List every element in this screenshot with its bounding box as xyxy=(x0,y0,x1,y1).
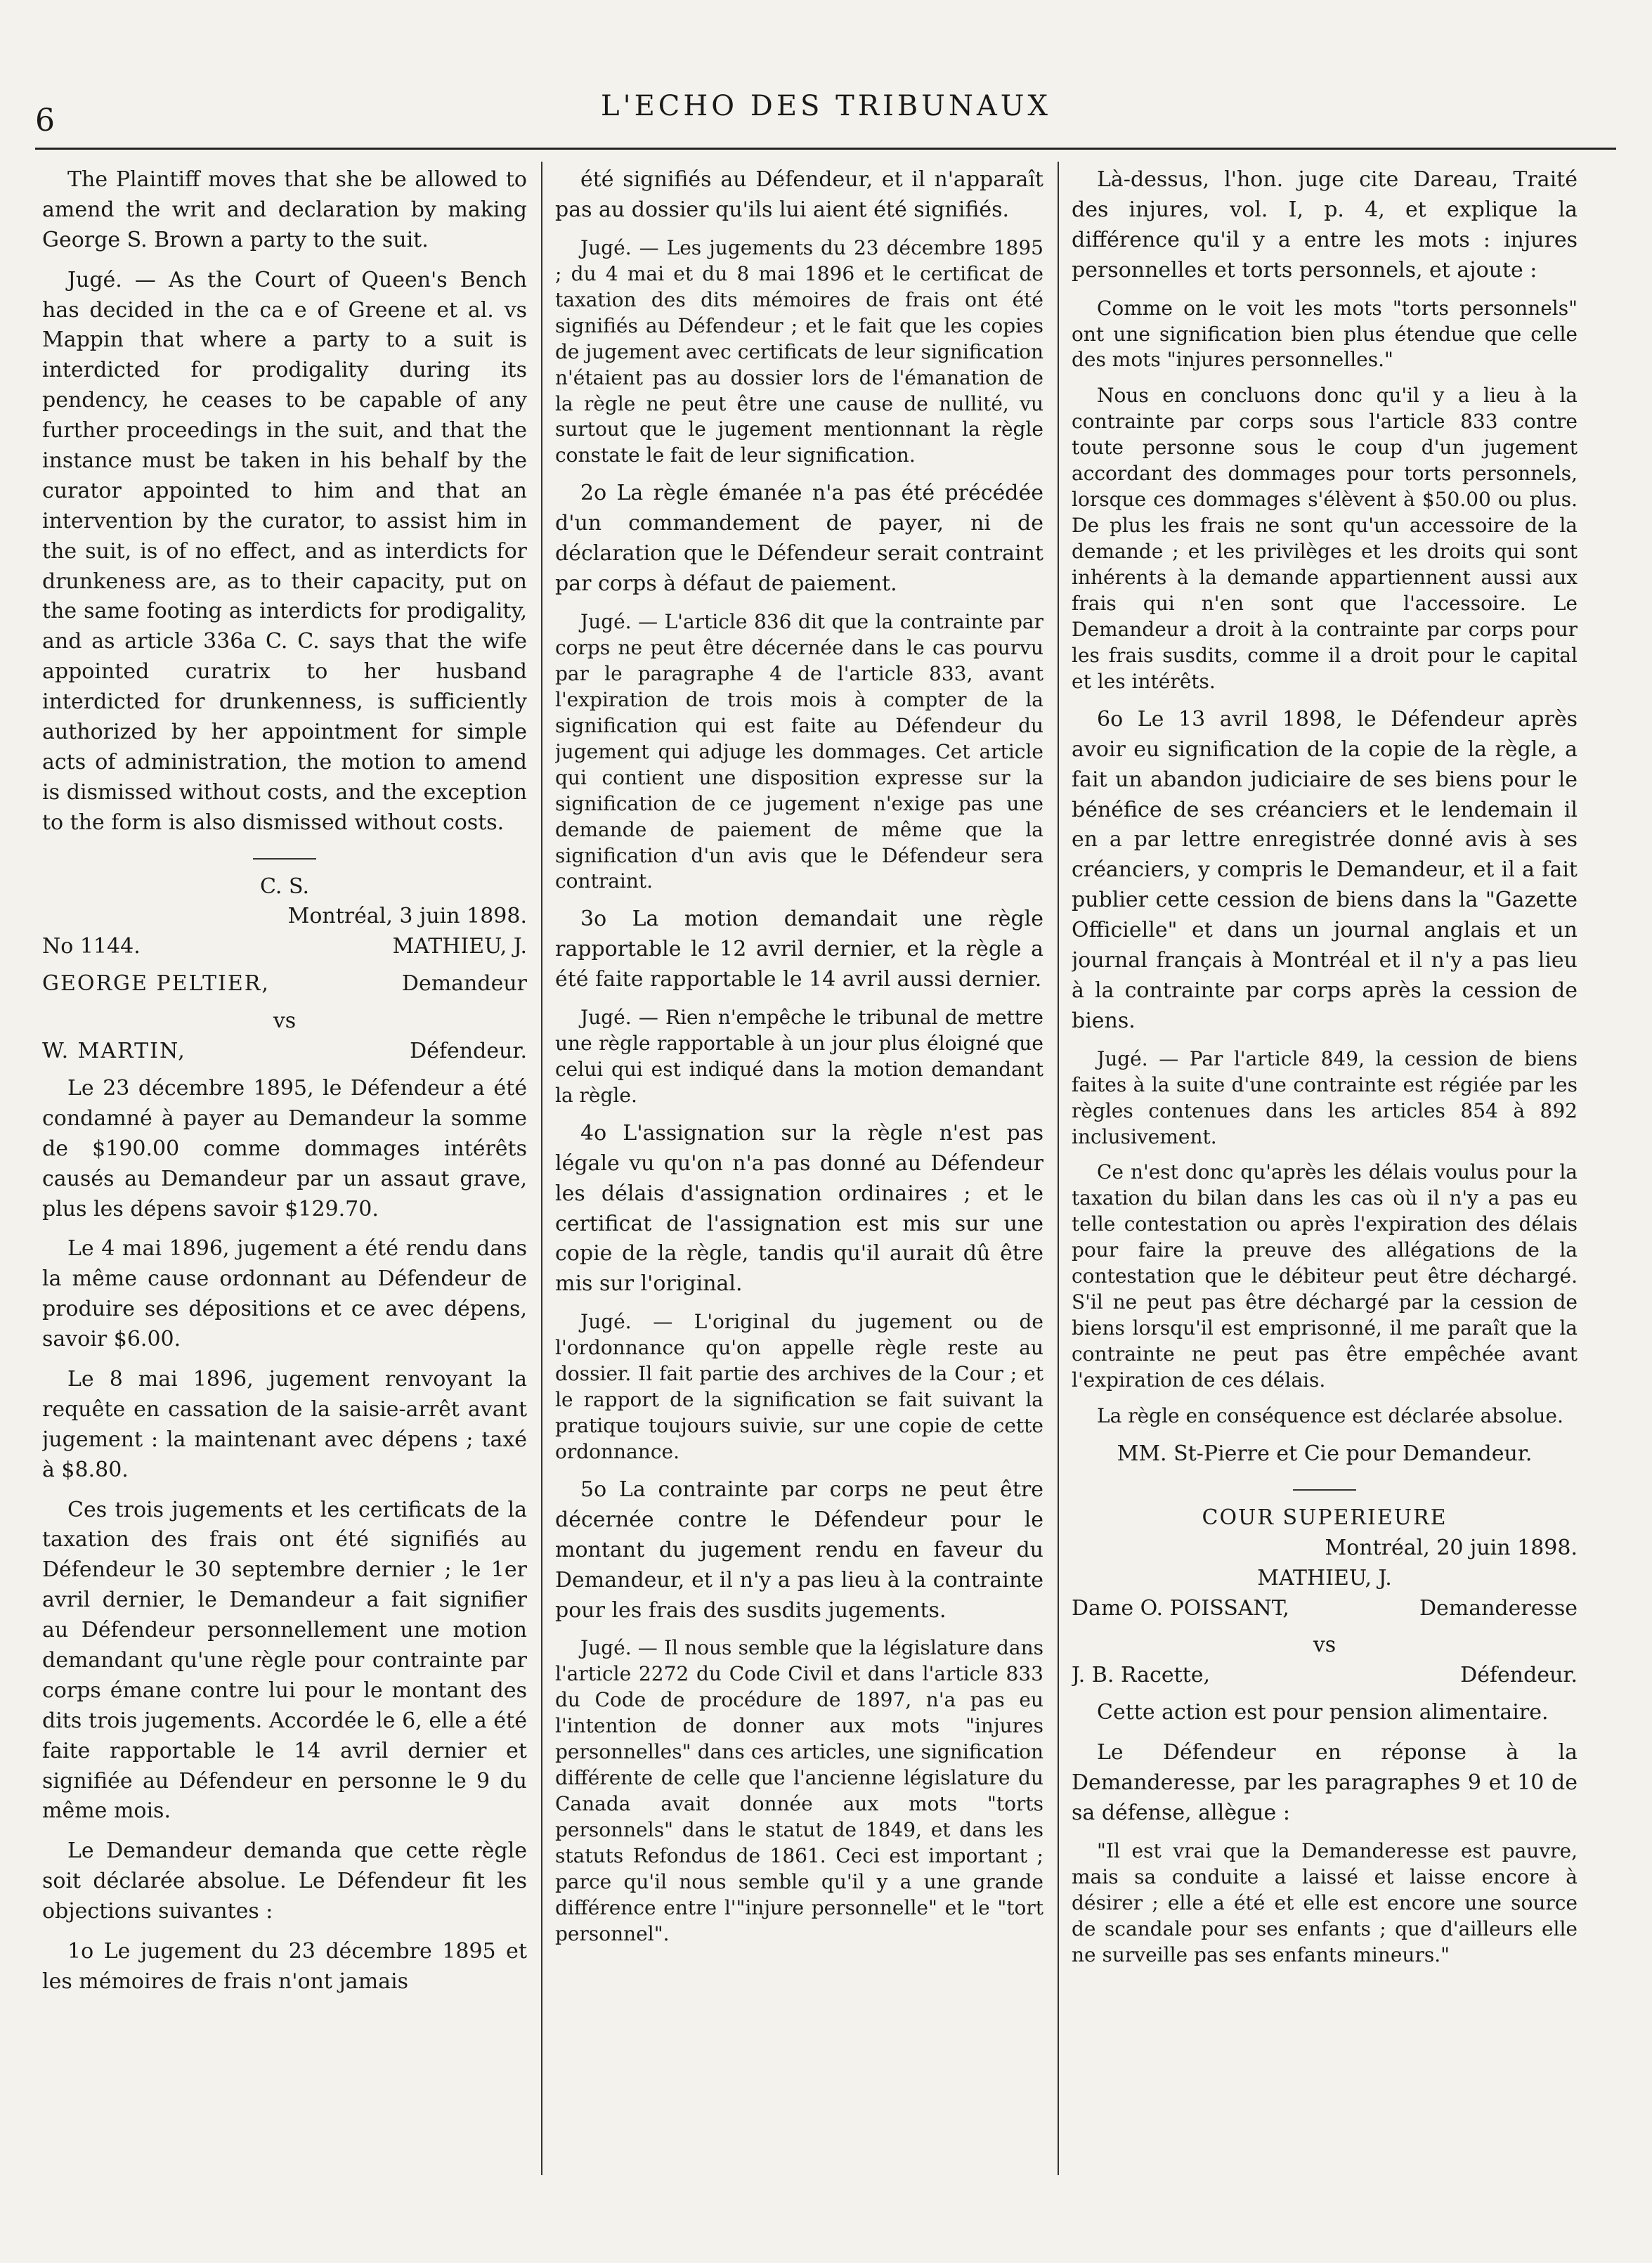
paragraph: Le Défendeur en réponse à la Demanderesse, par les paragraphes 9 et 10 de sa défense, allègue : xyxy=(1072,1740,1578,1825)
paragraph: 6o Le 13 avril 1898, le Défendeur après avoir eu signification de la copie de la règle, a fait un abandon judiciaire de ses biens pour le bénéfice de ses créanciers et le lendemain il en a par lettre enregistrée donné avis à ses créanciers, y compris le Demandeur, et il a fait publier cette cession de biens dans la "Gazette Officielle" et dans un journal anglais et un journal français à Montréal et il n'y a pas lieu à la contrainte par corps après la cession de biens. xyxy=(1072,706,1578,1033)
paragraph: Le 8 mai 1896, jugement renvoyant la requête en cassation de la saisie-arrêt avant jugement : la maintenant avec dépens ; taxé à $8.80. xyxy=(42,1366,527,1482)
paragraph: 5o La contrainte par corps ne peut être décernée contre le Défendeur pour le montant du jugement rendu en faveur du Demandeur, et il n'y a pas lieu à la contrainte pour les frais des susdits jugements. xyxy=(555,1477,1043,1623)
paragraph: Ces trois jugements et les certificats de la taxation des frais ont été signifiés au Défendeur le 30 septembre dernier ; le 1er avril dernier, le Demandeur a fait signifier au Défendeur personnellement une motion demandant qu'une règle pour contrainte par corps émane contre lui pour le montant des dits trois jugements. Accordée le 6, elle a été faite rapportable le 14 avril dernier et signifiée au Défendeur en personne le 9 du même mois. xyxy=(42,1497,527,1824)
party-role: Demanderesse xyxy=(1419,1595,1578,1621)
party-role: Défendeur. xyxy=(1460,1663,1578,1688)
paragraph: 3o La motion demandait une règle rapportable le 12 avril dernier, et la règle a été faite rapportable le 14 avril aussi dernier. xyxy=(555,907,1043,992)
paragraph: Jugé. — As the Court of Queen's Bench has decided in the ca e of Greene et al. vs Mappin that where a party to a suit is interdicted for prodigality during its pendency, he ceases to be capable of any further proceedings in the suit, and that the instance must be taken in his behalf by the curator appointed to him and that an intervention by the curator, to assist him in the suit, is of no effect, and as interdicts for drunkeness are, as to their capacity, put on the same footing as interdicts for prodigality, and as article 336a C. C. says that the wife appointed curatrix to her husband interdicted for drunkenness, is sufficiently authorized by her appointment for simple acts of administration, the motion to amend is dismissed without costs, and the exception to the form is also dismissed without costs. xyxy=(42,267,527,835)
paragraph: Nous en concluons donc qu'il y a lieu à la contrainte par corps sous l'article 833 contre toute personne sous le coup d'un jugement accordant des dommages pour torts personnels, lorsque ces dommages s'élèvent à $50.00 ou plus. De plus les frais ne sont qu'un accessoire de la demande ; et les privilèges et les droits qui sont inhérents à la demande appartiennent aussi aux frais qui n'en sont que l'accessoire. Le Demandeur a droit à la contrainte par corps pour les frais susdits, comme il a droit pour le capital et les intérêts. xyxy=(1072,384,1578,693)
column-3 xyxy=(1072,165,1578,2256)
paragraph: 4o L'assignation sur la règle n'est pas légale vu qu'on n'a pas donné au Défendeur les délais d'assignation ordinaires ; et le certificat de l'assignation est mis sur une copie de la règle, tandis qu'il aurait dû être mis sur l'original. xyxy=(555,1120,1043,1297)
place-date: Montréal, 20 juin 1898. xyxy=(1325,1535,1578,1560)
paragraph: Le 23 décembre 1895, le Défendeur a été condamné à payer au Demandeur la somme de $190.00 comme dommages intérêts causés au Demandeur par un assaut grave, plus les dépens savoir $129.70. xyxy=(42,1075,527,1221)
paragraph: Jugé. — L'original du jugement ou de l'ordonnance qu'on appelle règle reste au dossier. Il fait partie des archives de la Cour ; et le rapport de la signification se fait suivant la pratique toujours suivie, sur une copie de cette ordonnance. xyxy=(555,1310,1043,1463)
paragraph: Comme on le voit les mots "torts personnels" ont une signification bien plus étendue que celle des mots "injures personnelles." xyxy=(1072,296,1578,372)
paragraph: Cette action est pour pension alimentaire. xyxy=(1097,1700,1549,1725)
paragraph: Jugé. — Les jugements du 23 décembre 1895 ; du 4 mai et du 8 mai 1896 et le certificat de taxation des dits mémoires de frais ont été signifiés au Défendeur ; et le fait que les copies de jugement avec certificats de leur signification n'étaient pas au dossier lors de l'émanation de la règle ne peut être une cause de nullité, vu surtout que le jugement mentionnant la règle constate le fait de leur signification. xyxy=(555,235,1043,467)
paragraph: été signifiés au Défendeur, et il n'apparaît pas au dossier qu'ils lui aient été signifiés. xyxy=(555,167,1043,222)
party-name: GEORGE PELTIER, xyxy=(42,971,270,997)
party-line xyxy=(42,1037,527,1067)
paragraph: Jugé. — Rien n'empêche le tribunal de mettre une règle rapportable à un jour plus éloigné que celui qui est indiqué dans la motion demandant la règle. xyxy=(555,1006,1043,1107)
paragraph: Là-dessus, l'hon. juge cite Dareau, Traité des injures, vol. I, p. 4, et explique la différence qu'il y a entre les mots : injures personnelles et torts personnels, et ajoute : xyxy=(1072,167,1578,283)
paragraph: Ce n'est donc qu'après les délais voulus pour la taxation du bilan dans les cas où il n'y a pas eu telle contestation ou après l'expiration des délais pour faire la preuve des allégations de la contestation que le débiteur peut être déchargé. S'il ne peut pas être déchargé par la cession de biens lorsqu'il est emprisonné, il me paraît que la contrainte ne peut pas être empêchée avant l'expiration de ces délais. xyxy=(1072,1160,1578,1392)
party-name: J. B. Racette, xyxy=(1072,1663,1211,1688)
case-number: No 1144. xyxy=(42,934,141,959)
party-name: Dame O. POISSANT, xyxy=(1072,1595,1289,1621)
versus: vs xyxy=(273,1009,297,1034)
court-heading: C. S. xyxy=(260,874,309,899)
column-divider xyxy=(541,162,542,2175)
paragraph: Le 4 mai 1896, jugement a été rendu dans la même cause ordonnant au Défendeur de produire ses dépositions et ce avec dépens, savoir $6.00. xyxy=(42,1236,527,1352)
case-line xyxy=(42,932,527,962)
party-role: Défendeur. xyxy=(410,1039,527,1064)
paragraph: Jugé. — Par l'article 849, la cession de biens faites à la suite d'une contrainte est régiée par les règles contenues dans les articles 854 à 892 inclusivement. xyxy=(1072,1046,1578,1148)
column-1 xyxy=(42,165,527,2256)
paragraph: 1o Le jugement du 23 décembre 1895 et les mémoires de frais n'ont jamais xyxy=(42,1938,527,1994)
judge-name: MATHIEU, J. xyxy=(1257,1565,1392,1590)
paragraph: Jugé. — L'article 836 dit que la contrainte par corps ne peut être décernée dans le cas pourvu par le paragraphe 4 de l'article 833, avant l'expiration de trois mois à compter de la signification qui est faite au Défendeur du jugement qui adjuge les dommages. Cet article qui contient une disposition expresse sur la signification de ce jugement n'exige pas une demande de paiement de même que la signification d'un avis que le Défendeur sera contraint. xyxy=(555,609,1043,893)
party-name: W. MARTIN, xyxy=(42,1039,186,1064)
column-2 xyxy=(555,165,1043,2256)
attorney-line: MM. St-Pierre et Cie pour Demandeur. xyxy=(1117,1441,1533,1466)
judge-name: MATHIEU, J. xyxy=(392,934,527,959)
quoted-allegation: "Il est vrai que la Demanderesse est pauvre, mais sa conduite a laissé et laisse encore à désirer ; elle a été et elle est encore une source de scandale pour ses enfants ; que d'ailleurs elle ne surveille pas ses enfants mineurs." xyxy=(1072,1839,1578,1966)
paragraph: La règle en conséquence est déclarée absolue. xyxy=(1097,1404,1563,1428)
column-divider xyxy=(1058,162,1059,2175)
party-line xyxy=(1072,1594,1578,1624)
section-rule xyxy=(1293,1489,1356,1491)
page-number: 6 xyxy=(35,103,55,138)
court-heading: COUR SUPERIEURE xyxy=(1202,1505,1448,1530)
party-line xyxy=(42,969,527,999)
party-line xyxy=(1072,1661,1578,1691)
section-rule xyxy=(253,858,316,860)
header-rule xyxy=(35,148,1616,150)
paragraph: The Plaintiff moves that she be allowed to amend the writ and declaration by making George S. Brown a party to the suit. xyxy=(42,167,527,252)
place-date: Montréal, 3 juin 1898. xyxy=(287,904,527,929)
paragraph: Jugé. — Il nous semble que la législature dans l'article 2272 du Code Civil et dans l'article 833 du Code de procédure de 1897, n'a pas eu l'intention de donner aux mots "injures personnelles" dans ces articles, une signification différente de celle que l'ancienne législature du Canada avait donnée aux mots "torts personnels" dans le statut de 1849, et dans les statuts Refondus de 1861. Ceci est important ; parce qu'il nous semble qu'il y a une grande différence entre l'"injure personnelle" et le "tort personnel". xyxy=(555,1636,1043,1945)
party-role: Demandeur xyxy=(401,971,527,997)
paragraph: Le Demandeur demanda que cette règle soit déclarée absolue. Le Défendeur fit les objections suivantes : xyxy=(42,1839,527,1924)
paragraph: 2o La règle émanée n'a pas été précédée d'un commandement de payer, ni de déclaration que le Défendeur serait contraint par corps à défaut de paiement. xyxy=(555,481,1043,597)
running-title: L'ECHO DES TRIBUNAUX xyxy=(601,90,1051,122)
versus: vs xyxy=(1313,1633,1336,1658)
